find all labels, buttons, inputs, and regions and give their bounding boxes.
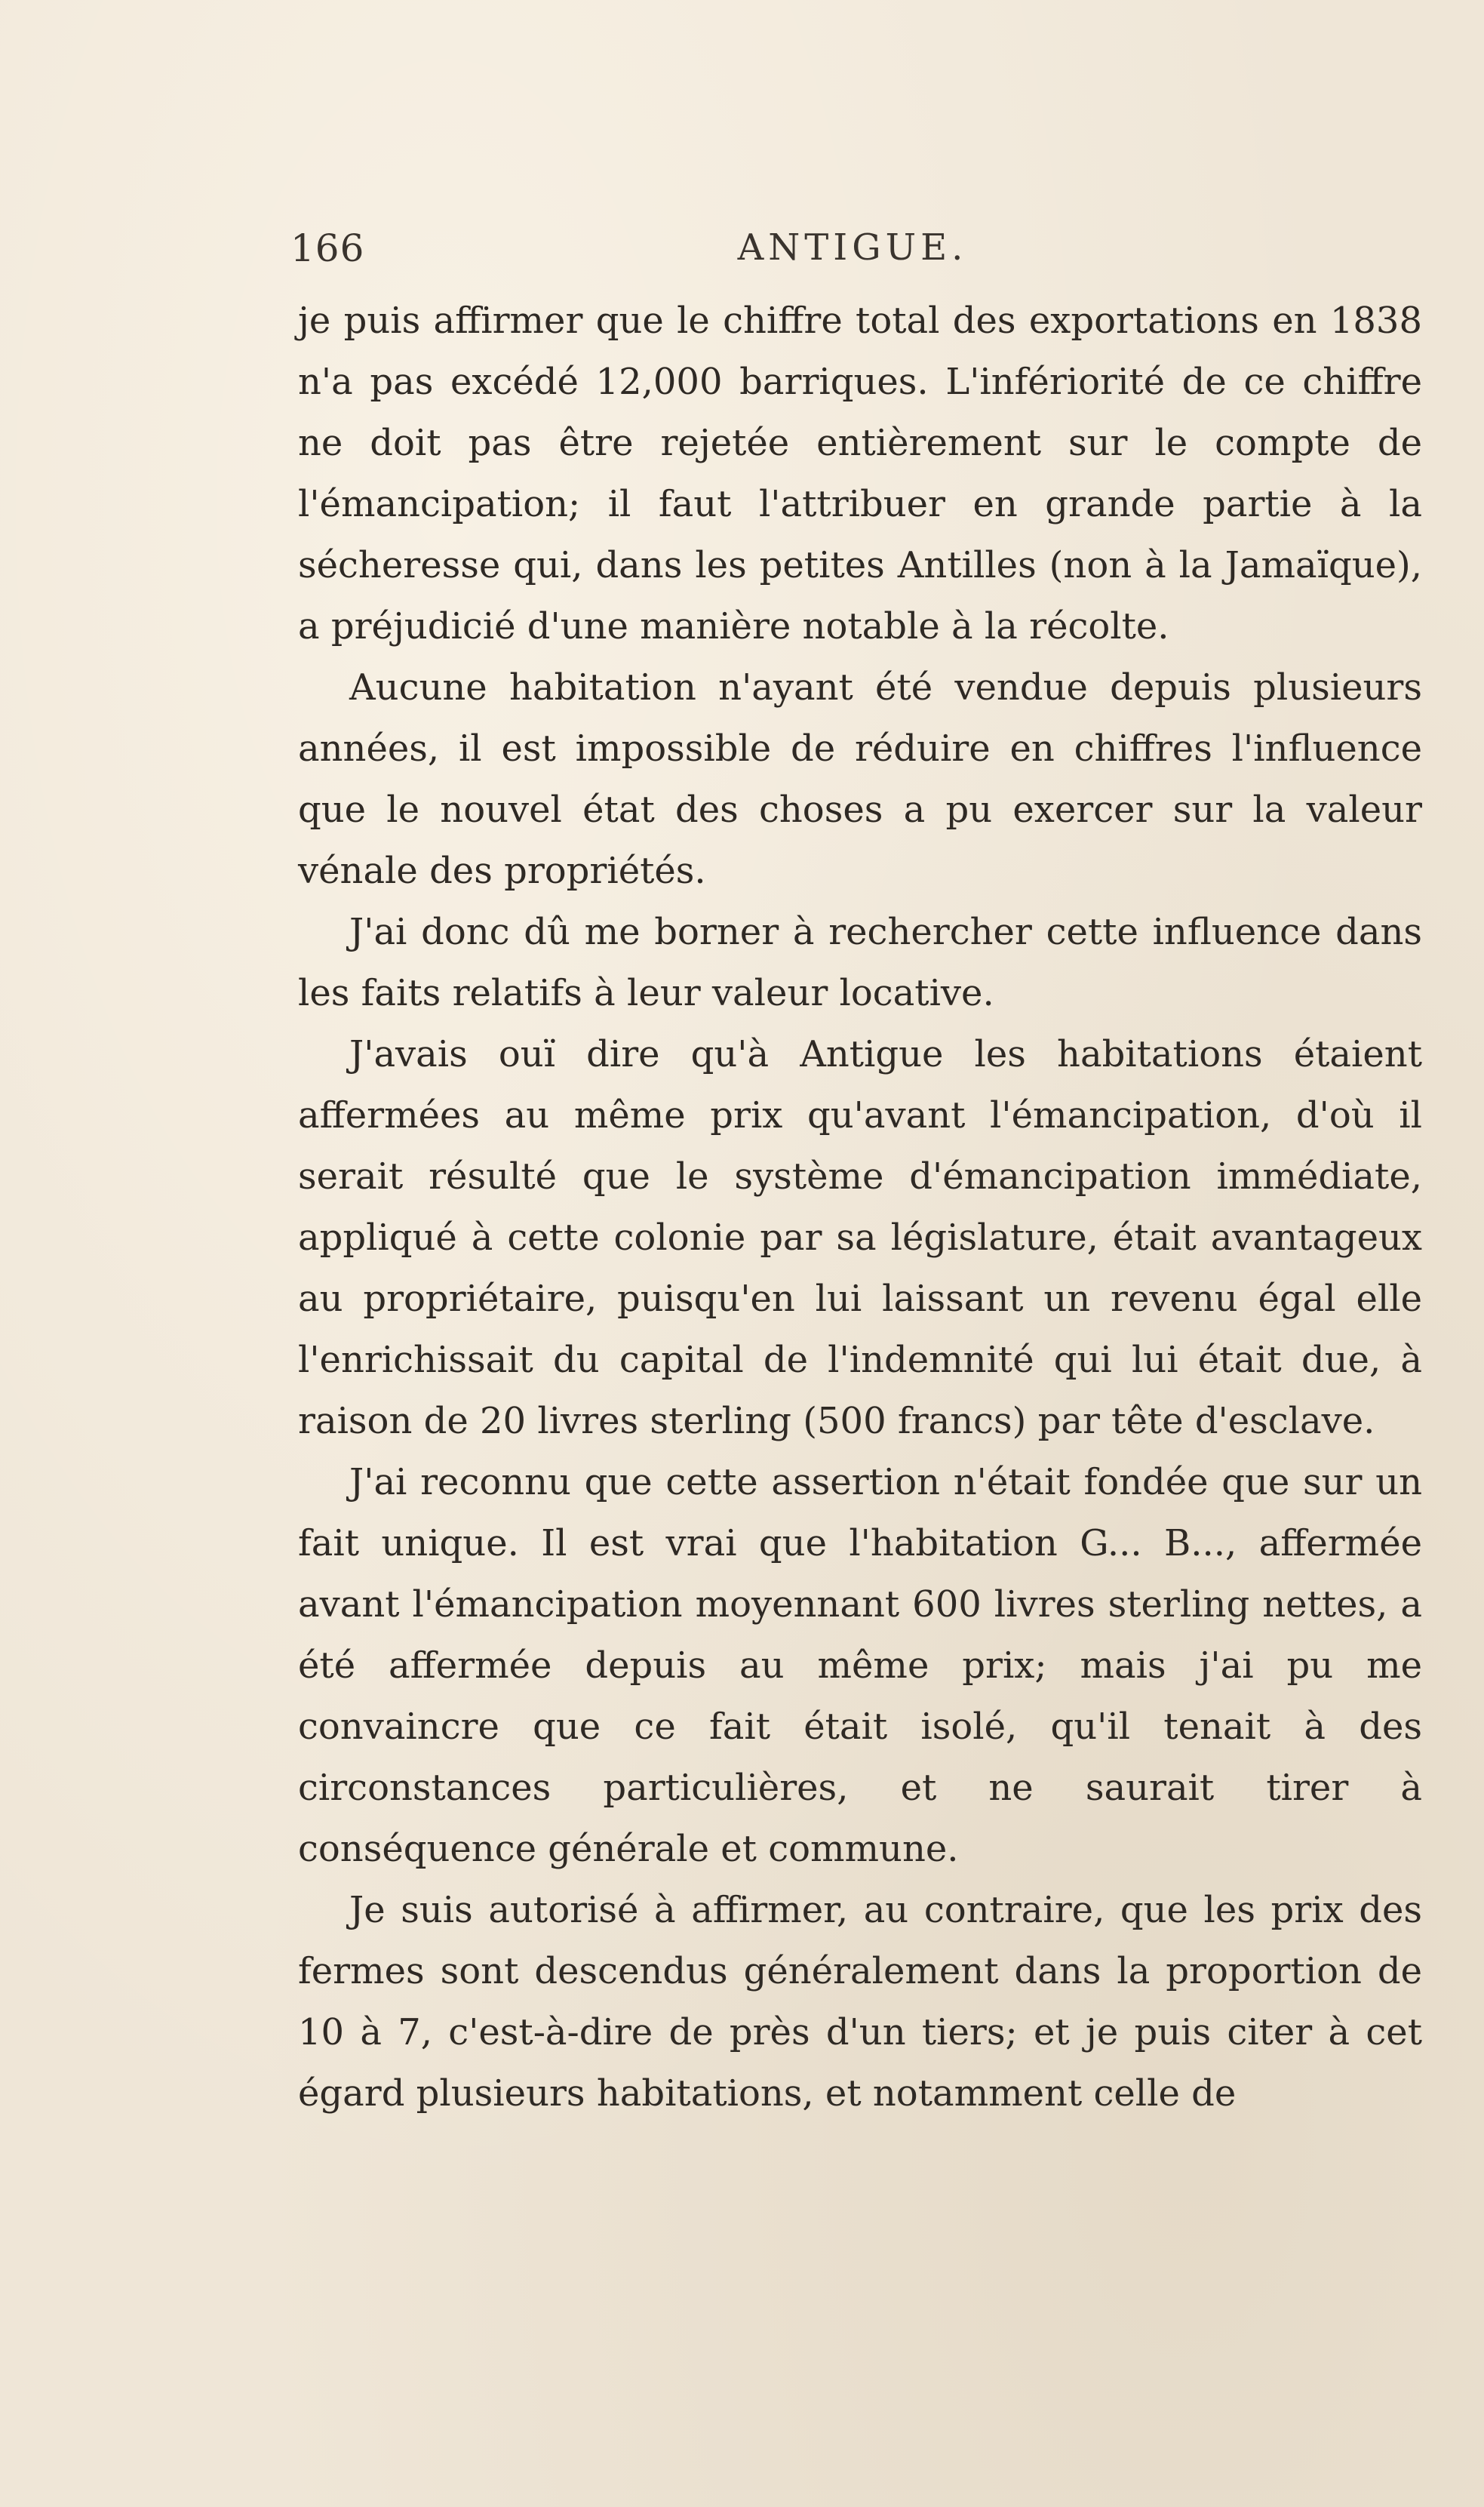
running-head: ANTIGUE.: [737, 226, 968, 269]
page-number: 166: [290, 226, 365, 270]
paragraph-rumor: J'avais ouï dire qu'à Antigue les habitations étaient affermées au même prix qu'avant l'émancipation, d'où il serait résulté que le système d'émancipation immédiate, appliqué à cette colonie par sa législature, était avantageux au propriétaire, puisqu'en lui laissant un revenu égal elle l'enrichissait du capital de l'indemnité qui lui était due, à raison de 20 livres sterling (500 francs) par tête d'esclave.: [298, 1033, 1422, 1442]
page-header: [290, 226, 1415, 287]
paragraph-sales: Aucune habitation n'ayant été vendue depuis plusieurs années, il est impossible de réduire en chiffres l'influence que le nouvel état des choses a pu exercer sur la valeur vénale des propriétés.: [298, 666, 1422, 892]
paragraph-farm-prices: Je suis autorisé à affirmer, au contraire, que les prix des fermes sont descendus généralement dans la proportion de 10 à 7, c'est-à-dire de près d'un tiers; et je puis citer à cet égard plusieurs habitations, et notamment celle de: [298, 1889, 1422, 2115]
body-text: [298, 291, 1422, 2124]
paragraph-assertion: J'ai reconnu que cette assertion n'était fondée que sur un fait unique. Il est vrai que l'habitation G... B..., affermée avant l'émancipation moyennant 600 livres sterling nettes, a été affermée depuis au même prix; mais j'ai pu me convaincre que ce fait était isolé, qu'il tenait à des circonstances particulières, et ne saurait tirer à conséquence générale et commune.: [298, 1461, 1422, 1870]
paragraph-rental-value: J'ai donc dû me borner à rechercher cette influence dans les faits relatifs à leur valeur locative.: [298, 911, 1422, 1014]
paragraph-exports: je puis affirmer que le chiffre total des exportations en 1838 n'a pas excédé 12,000 barriques. L'infériorité de ce chiffre ne doit pas être rejetée entièrement sur le compte de l'émancipation; il faut l'attribuer en grande partie à la sécheresse qui, dans les petites Antilles (non à la Jamaïque), a préjudicié d'une manière notable à la récolte.: [298, 300, 1422, 648]
